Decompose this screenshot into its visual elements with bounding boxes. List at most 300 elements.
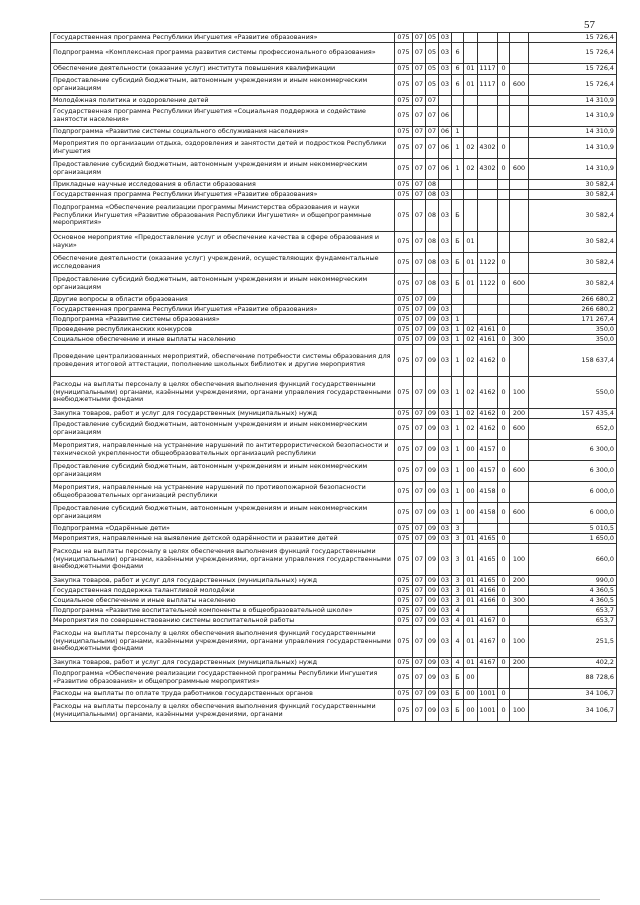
- ved-code: 075: [395, 626, 413, 658]
- direction-code: [478, 127, 498, 138]
- subprogram-code: 4: [452, 606, 464, 616]
- ved-code: 075: [395, 274, 413, 295]
- row-name: Обеспечение деятельности (оказание услуг) института повышения квалификации: [51, 64, 395, 75]
- section-code: 07: [413, 127, 426, 138]
- amount-cell: 88 728,6: [529, 668, 617, 689]
- direction-suffix: 0: [498, 700, 510, 722]
- table-row: [51, 75, 617, 96]
- row-name: Другие вопросы в области образования: [51, 295, 395, 305]
- program-code: 03: [439, 440, 452, 461]
- direction-suffix: [498, 180, 510, 190]
- table-row: [51, 668, 617, 689]
- amount-cell: 6 000,0: [529, 503, 617, 524]
- subprogram-code: 1: [452, 440, 464, 461]
- row-name: Предоставление субсидий бюджетным, автономным учреждениям и иным некоммерческим организациям: [51, 159, 395, 180]
- event-code: 00: [464, 700, 478, 722]
- table-row: [51, 345, 617, 377]
- subprogram-code: 6: [452, 64, 464, 75]
- event-code: [464, 33, 478, 43]
- direction-code: [478, 315, 498, 325]
- direction-suffix: 0: [498, 75, 510, 96]
- event-code: 01: [464, 75, 478, 96]
- section-code: 07: [413, 43, 426, 64]
- table-row: [51, 315, 617, 325]
- table-row: [51, 482, 617, 503]
- amount-cell: 34 106,7: [529, 700, 617, 722]
- program-code: 03: [439, 586, 452, 596]
- direction-code: [478, 668, 498, 689]
- subsection-code: 09: [426, 325, 439, 335]
- expense-type-code: [510, 606, 529, 616]
- ved-code: 075: [395, 138, 413, 159]
- event-code: 01: [464, 576, 478, 586]
- subprogram-code: Б: [452, 200, 464, 232]
- subprogram-code: [452, 33, 464, 43]
- ved-code: 075: [395, 253, 413, 274]
- row-name: Закупка товаров, работ и услуг для государственных (муниципальных) нужд: [51, 576, 395, 586]
- direction-code: 1001: [478, 700, 498, 722]
- program-code: 03: [439, 315, 452, 325]
- table-row: [51, 596, 617, 606]
- direction-code: 4162: [478, 419, 498, 440]
- section-code: 07: [413, 544, 426, 576]
- ved-code: 075: [395, 668, 413, 689]
- subprogram-code: [452, 295, 464, 305]
- amount-cell: 550,0: [529, 377, 617, 409]
- direction-suffix: 0: [498, 482, 510, 503]
- program-code: [439, 295, 452, 305]
- ved-code: 075: [395, 700, 413, 722]
- table-row: [51, 33, 617, 43]
- program-code: 03: [439, 253, 452, 274]
- row-name: Мероприятия, направленные на устранение нарушений по антитеррористической безопасности и технической укрепленности общеобразовательных организаций республики: [51, 440, 395, 461]
- direction-code: [478, 106, 498, 127]
- direction-code: 4162: [479, 408, 496, 417]
- table-row: [51, 64, 617, 75]
- program-code: 03: [439, 668, 452, 689]
- event-code: [464, 200, 478, 232]
- expense-type-code: 100: [510, 377, 529, 409]
- subsection-code: 09: [426, 377, 439, 409]
- table-row: [51, 180, 617, 190]
- direction-suffix: 0: [498, 377, 510, 409]
- expense-type-code: [510, 440, 529, 461]
- subprogram-code: 3: [452, 596, 464, 606]
- direction-code: 4161: [479, 334, 496, 343]
- subsection-code: 09: [426, 345, 439, 377]
- subsection-code: 05: [426, 64, 439, 75]
- event-code: [464, 180, 478, 190]
- subsection-code: 08: [426, 190, 439, 200]
- event-code: 00: [464, 689, 478, 700]
- direction-suffix: 0: [498, 138, 510, 159]
- expense-type-code: [510, 64, 529, 75]
- event-code: 01: [464, 544, 478, 576]
- table-row: [51, 689, 617, 700]
- table-row: [51, 96, 617, 106]
- program-code: 03: [439, 325, 452, 335]
- amount-cell: 6 300,0: [529, 440, 617, 461]
- subsection-code: 09: [426, 586, 439, 596]
- ved-code: 075: [395, 180, 413, 190]
- section-code: 07: [413, 190, 426, 200]
- section-code: 07: [413, 325, 426, 335]
- ved-code: 075: [395, 544, 413, 576]
- event-code: 02: [464, 419, 478, 440]
- event-code: 00: [464, 482, 478, 503]
- subsection-code: 09: [426, 305, 439, 315]
- amount-cell: 251,5: [529, 626, 617, 658]
- ved-code: 075: [395, 190, 413, 200]
- row-name: Предоставление субсидий бюджетным, автономным учреждениям и иным некоммерческим организациям: [51, 419, 395, 440]
- section-code: 07: [413, 96, 426, 106]
- direction-code: 4157: [478, 461, 498, 482]
- event-code: 01: [464, 596, 478, 606]
- direction-code: 1117: [478, 64, 498, 75]
- section-code: 07: [413, 138, 426, 159]
- expense-type-code: 600: [510, 159, 529, 180]
- section-code: 07: [413, 106, 426, 127]
- ved-code: 075: [395, 325, 413, 335]
- expense-type-code: 100: [510, 700, 529, 722]
- expense-type-code: [510, 96, 529, 106]
- expense-type-code: [510, 295, 529, 305]
- ved-code: 075: [395, 524, 413, 534]
- direction-suffix: [498, 606, 510, 616]
- section-code: 07: [413, 658, 426, 668]
- program-code: 03: [439, 544, 452, 576]
- ved-code: 075: [395, 159, 413, 180]
- subsection-code: 09: [426, 700, 439, 722]
- ved-code: 075: [395, 576, 413, 586]
- direction-suffix: [498, 33, 510, 43]
- row-name: Закупка товаров, работ и услуг для государственных (муниципальных) нужд: [51, 658, 395, 668]
- subprogram-code: Б: [452, 274, 464, 295]
- direction-suffix: [498, 200, 510, 232]
- amount-cell: 15 726,4: [529, 75, 617, 96]
- program-code: 03: [439, 274, 452, 295]
- subsection-code: 07: [426, 127, 439, 138]
- expense-type-code: [510, 138, 529, 159]
- page-bottom-rule: [40, 899, 600, 900]
- subprogram-code: 1: [452, 325, 464, 335]
- subsection-code: 08: [426, 200, 439, 232]
- direction-code: 4161: [479, 324, 496, 333]
- subprogram-code: 4: [452, 616, 464, 626]
- amount-cell: 30 582,4: [529, 190, 617, 200]
- event-code: 01: [464, 658, 478, 668]
- direction-code: [478, 524, 498, 534]
- section-code: 07: [413, 409, 426, 419]
- amount-cell: 14 310,9: [529, 138, 617, 159]
- table-row: [51, 159, 617, 180]
- section-code: 07: [413, 33, 426, 43]
- subsection-code: 09: [426, 503, 439, 524]
- direction-suffix: 0: [498, 253, 510, 274]
- program-code: 03: [439, 305, 452, 315]
- direction-suffix: 0: [498, 409, 510, 419]
- subprogram-code: 1: [452, 482, 464, 503]
- subsection-code: 07: [426, 138, 439, 159]
- row-name: Расходы на выплаты персоналу в целях обеспечения выполнения функций государственными (муниципальными) органами, казёнными учреждениями, органами управления государственными внебюджетными фондами: [51, 626, 395, 658]
- expense-type-code: [510, 106, 529, 127]
- row-name: Предоставление субсидий бюджетным, автономным учреждениям и иным некоммерческим организациям: [51, 503, 395, 524]
- event-code: [464, 43, 478, 64]
- section-code: 07: [413, 315, 426, 325]
- direction-code: [478, 200, 498, 232]
- direction-suffix: 0: [498, 440, 510, 461]
- section-code: 07: [413, 524, 426, 534]
- row-name: Мероприятия, направленные на выявление детской одарённости и развитие детей: [51, 534, 395, 544]
- direction-suffix: 0: [498, 534, 510, 544]
- row-name: Мероприятия по совершенствованию системы воспитательной работы: [51, 616, 395, 626]
- subprogram-code: Б: [452, 232, 464, 253]
- direction-suffix: 0: [498, 689, 510, 700]
- subsection-code: 05: [426, 43, 439, 64]
- section-code: 07: [413, 200, 426, 232]
- subprogram-code: [452, 305, 464, 315]
- row-name: Проведение централизованных мероприятий, обеспечение потребности системы образования для проведения итоговой аттестации, пополнение школьных библиотек и другие мероприятия: [51, 345, 395, 377]
- table-row: [51, 106, 617, 127]
- direction-code: 4165: [479, 575, 496, 584]
- table-row: [51, 200, 617, 232]
- section-code: 07: [413, 75, 426, 96]
- row-name: Мероприятия по организации отдыха, оздоровления и занятости детей и подростков Республики Ингушетия: [51, 138, 395, 159]
- section-code: 07: [413, 159, 426, 180]
- expense-type-code: [510, 315, 529, 325]
- expense-type-code: 200: [510, 409, 529, 419]
- table-row: [51, 325, 617, 335]
- table-row: [51, 295, 617, 305]
- amount-cell: 14 310,9: [529, 127, 617, 138]
- ved-code: 075: [395, 315, 413, 325]
- subsection-code: 09: [426, 409, 439, 419]
- amount-cell: 660,0: [529, 544, 617, 576]
- table-row: [51, 274, 617, 295]
- expense-type-code: [510, 33, 529, 43]
- table-row: [51, 305, 617, 315]
- row-name: Предоставление субсидий бюджетным, автономным учреждениям и иным некоммерческим организациям: [51, 75, 395, 96]
- subprogram-code: [452, 96, 464, 106]
- expense-type-code: 600: [510, 419, 529, 440]
- event-code: 02: [464, 409, 478, 419]
- subsection-code: 09: [426, 668, 439, 689]
- table-row: [51, 232, 617, 253]
- section-code: 07: [413, 274, 426, 295]
- section-code: 07: [413, 586, 426, 596]
- direction-code: 4302: [478, 159, 498, 180]
- expense-type-code: 200: [510, 658, 529, 668]
- direction-suffix: [498, 305, 510, 315]
- subprogram-code: 1: [452, 377, 464, 409]
- direction-suffix: 0: [498, 345, 510, 377]
- subsection-code: 09: [426, 544, 439, 576]
- direction-suffix: 0: [498, 544, 510, 576]
- ved-code: 075: [395, 335, 413, 345]
- program-code: 03: [439, 482, 452, 503]
- direction-suffix: [498, 315, 510, 325]
- ved-code: 075: [395, 377, 413, 409]
- expense-type-code: [510, 127, 529, 138]
- amount-cell: 652,0: [529, 419, 617, 440]
- subsection-code: 09: [426, 626, 439, 658]
- subsection-code: 09: [426, 461, 439, 482]
- row-name: Проведение республиканских конкурсов: [51, 325, 395, 335]
- direction-suffix: 0: [498, 658, 510, 668]
- program-code: 03: [439, 345, 452, 377]
- program-code: 03: [439, 335, 452, 345]
- table-row: [51, 626, 617, 658]
- amount-cell: 30 582,4: [529, 180, 617, 190]
- subprogram-code: 1: [452, 461, 464, 482]
- program-code: 03: [439, 377, 452, 409]
- program-code: 03: [439, 33, 452, 43]
- amount-cell: 266 680,2: [529, 305, 617, 315]
- table-row: [51, 586, 617, 596]
- expense-type-code: [510, 325, 529, 335]
- amount-cell: 14 310,9: [529, 159, 617, 180]
- direction-code: 4167: [479, 615, 496, 624]
- direction-suffix: 0: [498, 419, 510, 440]
- direction-suffix: [498, 524, 510, 534]
- row-name: Подпрограмма «Развитие системы социального обслуживания населения»: [51, 127, 395, 138]
- event-code: 01: [464, 534, 478, 544]
- ved-code: 075: [395, 534, 413, 544]
- event-code: 01: [464, 253, 478, 274]
- direction-code: 1122: [478, 253, 498, 274]
- direction-code: 4165: [479, 533, 496, 542]
- subsection-code: 08: [426, 253, 439, 274]
- row-name: Расходы на выплаты персоналу в целях обеспечения выполнения функций государственными (муниципальными) органами, казёнными учреждениями, органами управления государственными внебюджетными фондами: [51, 544, 395, 576]
- budget-table: [50, 32, 617, 722]
- row-name: Государственная программа Республики Ингушетия «Развитие образования»: [51, 190, 395, 200]
- subsection-code: 09: [426, 576, 439, 586]
- direction-code: 4302: [478, 138, 498, 159]
- expense-type-code: [510, 616, 529, 626]
- direction-code: 4157: [478, 440, 498, 461]
- subsection-code: 07: [426, 106, 439, 127]
- event-code: 02: [464, 335, 478, 345]
- subprogram-code: 3: [452, 576, 464, 586]
- subsection-code: 09: [426, 295, 439, 305]
- ved-code: 075: [395, 658, 413, 668]
- subprogram-code: Б: [452, 700, 464, 722]
- event-code: [464, 127, 478, 138]
- direction-code: [478, 305, 498, 315]
- expense-type-code: 200: [510, 576, 529, 586]
- table-row: [51, 419, 617, 440]
- subprogram-code: [452, 190, 464, 200]
- subsection-code: 09: [426, 524, 439, 534]
- amount-cell: 990,0: [529, 576, 617, 586]
- amount-cell: 14 310,9: [529, 96, 617, 106]
- row-name: Социальное обеспечение и иные выплаты населению: [51, 596, 395, 606]
- ved-code: 075: [395, 96, 413, 106]
- expense-type-code: 600: [510, 274, 529, 295]
- program-code: 06: [439, 127, 452, 138]
- amount-cell: 171 267,4: [529, 315, 617, 325]
- section-code: 07: [413, 377, 426, 409]
- row-name: Государственная программа Республики Ингушетия «Социальная поддержка и содействие занятости населения»: [51, 106, 395, 127]
- section-code: 07: [413, 668, 426, 689]
- row-name: Подпрограмма «Комплексная программа развития системы профессионального образования»: [51, 43, 395, 64]
- direction-code: 4167: [479, 657, 496, 666]
- program-code: 03: [439, 75, 452, 96]
- row-name: Государственная программа Республики Ингушетия «Развитие образования»: [51, 33, 395, 43]
- row-name: Расходы на выплаты персоналу в целях обеспечения выполнения функций государственными (муниципальными) органами, казёнными учреждениями, органами управления государственными внебюджетными фондами: [51, 377, 395, 409]
- row-name: Государственная поддержка талантливой молодёжи: [51, 586, 395, 596]
- program-code: 03: [439, 419, 452, 440]
- direction-suffix: [498, 96, 510, 106]
- program-code: 06: [439, 159, 452, 180]
- amount-cell: 30 582,4: [529, 253, 617, 274]
- subprogram-code: 3: [452, 534, 464, 544]
- expense-type-code: [510, 305, 529, 315]
- amount-cell: 6 000,0: [529, 482, 617, 503]
- expense-type-code: [510, 586, 529, 596]
- table-row: [51, 524, 617, 534]
- ved-code: 075: [395, 606, 413, 616]
- direction-suffix: 0: [498, 159, 510, 180]
- table-row: [51, 544, 617, 576]
- section-code: 07: [413, 295, 426, 305]
- section-code: 07: [413, 232, 426, 253]
- expense-type-code: 600: [510, 503, 529, 524]
- event-code: 01: [464, 626, 478, 658]
- subprogram-code: 3: [452, 524, 464, 534]
- expense-type-code: 300: [510, 335, 529, 345]
- program-code: 06: [439, 138, 452, 159]
- amount-cell: 266 680,2: [529, 295, 617, 305]
- subsection-code: 09: [426, 689, 439, 700]
- subprogram-code: 6: [452, 43, 464, 64]
- event-code: 00: [464, 461, 478, 482]
- ved-code: 075: [395, 33, 413, 43]
- section-code: 07: [413, 596, 426, 606]
- event-code: [464, 190, 478, 200]
- amount-cell: 653,7: [529, 616, 617, 626]
- direction-code: 1117: [478, 75, 498, 96]
- subsection-code: 09: [426, 606, 439, 616]
- page-number: 57: [584, 19, 595, 31]
- subsection-code: 09: [426, 596, 439, 606]
- section-code: 07: [413, 461, 426, 482]
- event-code: 02: [464, 138, 478, 159]
- expense-type-code: 100: [510, 626, 529, 658]
- direction-suffix: 0: [498, 576, 510, 586]
- table-row: [51, 461, 617, 482]
- subprogram-code: 1: [452, 138, 464, 159]
- program-code: [439, 96, 452, 106]
- subprogram-code: 3: [452, 586, 464, 596]
- program-code: 03: [439, 64, 452, 75]
- program-code: 03: [439, 409, 452, 419]
- row-name: Закупка товаров, работ и услуг для государственных (муниципальных) нужд: [51, 409, 395, 419]
- section-code: 07: [413, 180, 426, 190]
- program-code: 03: [439, 461, 452, 482]
- table-row: [51, 616, 617, 626]
- amount-cell: 15 726,4: [529, 64, 617, 75]
- row-name: Подпрограмма «Обеспечение реализации программы Министерства образования и науки Республики Ингушетия «Развитие образования Республики Ингушетия» и общепрограммные мероприятия»: [51, 200, 395, 232]
- amount-cell: 5 010,5: [529, 524, 617, 534]
- section-code: 07: [413, 64, 426, 75]
- event-code: 02: [464, 377, 478, 409]
- direction-code: 1001: [478, 689, 498, 700]
- event-code: 01: [464, 616, 478, 626]
- section-code: 07: [413, 503, 426, 524]
- expense-type-code: [510, 43, 529, 64]
- expense-type-code: [510, 345, 529, 377]
